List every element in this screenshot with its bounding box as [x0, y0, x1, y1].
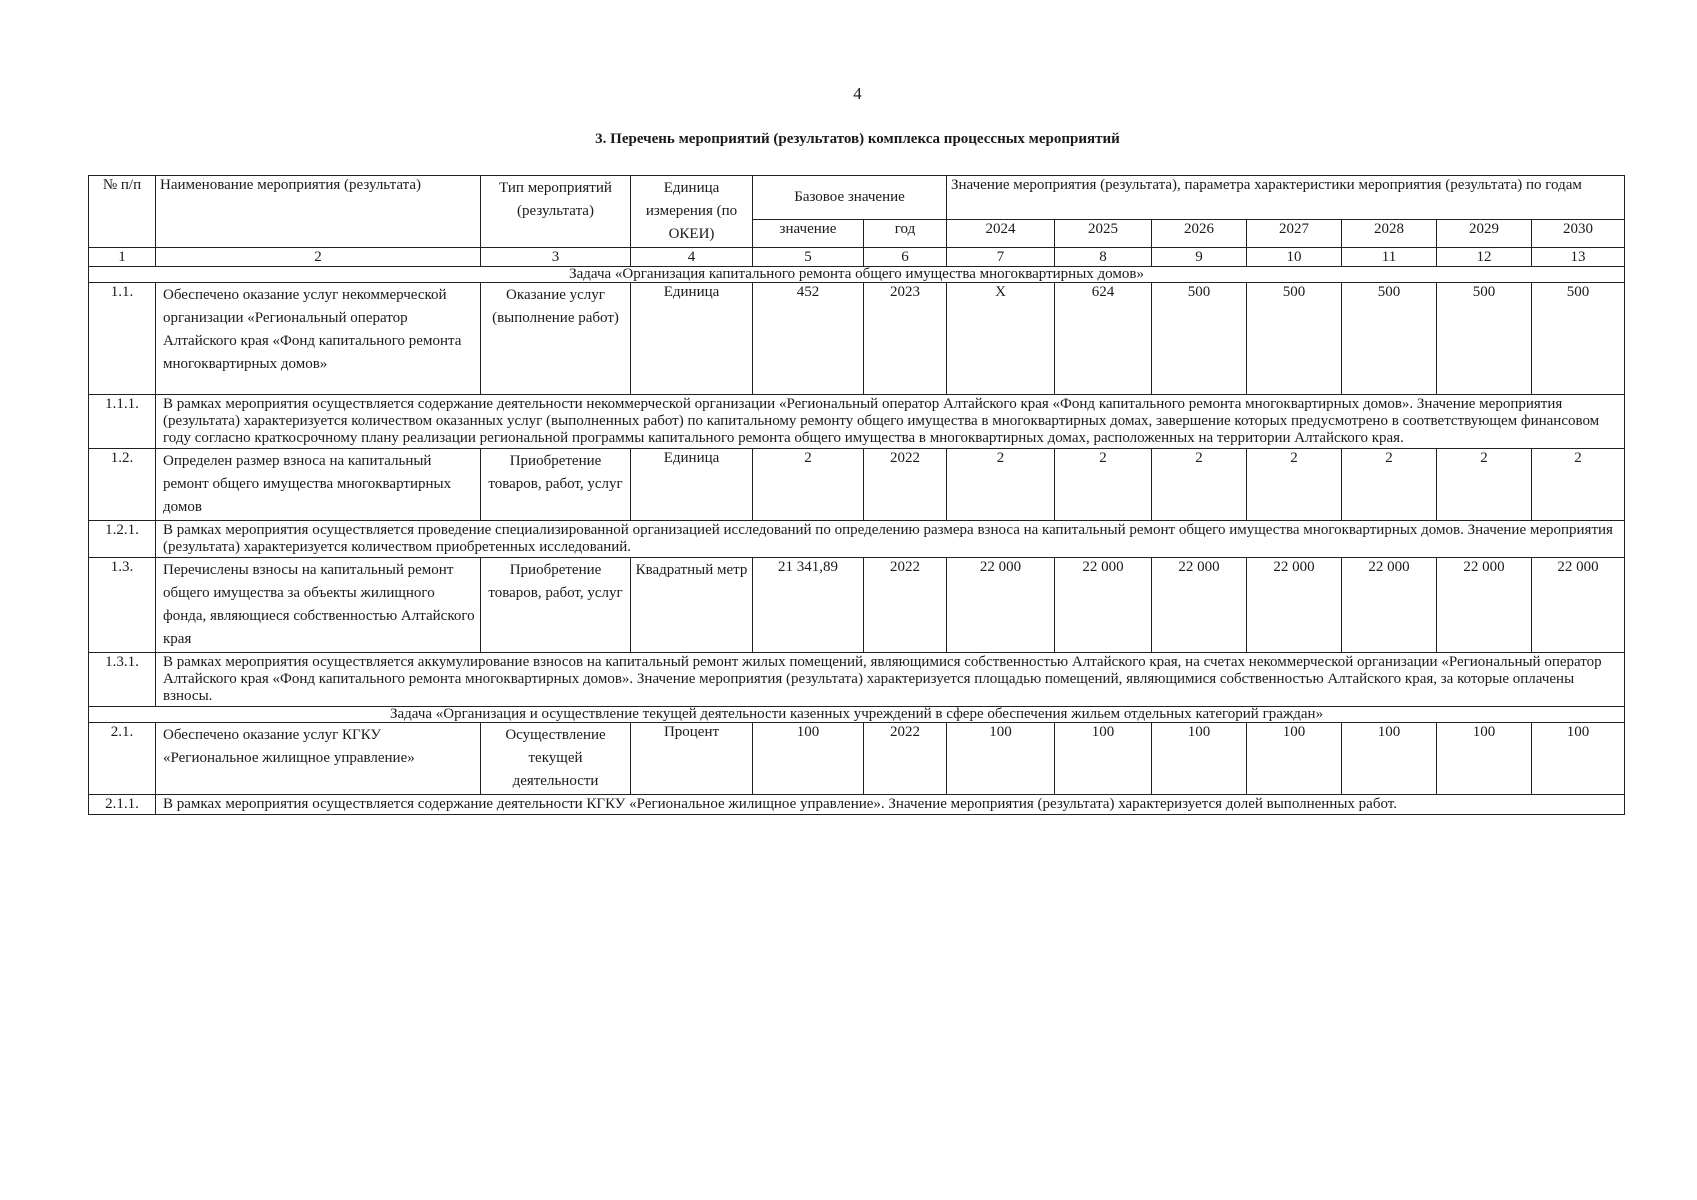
header-unit: Единица измерения (по ОКЕИ) — [631, 176, 753, 248]
header-year: 2030 — [1532, 220, 1625, 248]
year-value: 100 — [1055, 723, 1152, 795]
measure-row — [89, 723, 1625, 795]
column-number: 12 — [1437, 248, 1532, 267]
year-value: 100 — [1342, 723, 1437, 795]
header-year: 2025 — [1055, 220, 1152, 248]
header-year: 2028 — [1342, 220, 1437, 248]
year-value: 2 — [1437, 449, 1532, 521]
year-value: 22 000 — [1247, 558, 1342, 653]
measure-description: В рамках мероприятия осуществляется аккумулирование взносов на капитальный ремонт жилых помещений, являющимися собственностью Алтайского края, на счетах некоммерческой организации «Региональный оператор Алтайского края «Фонд капитального ремонта многоквартирных домов». Значение мероприятия (результата) характеризуется площадью помещений, являющимися собственностью Алтайского края, за которые оплачены взносы. — [156, 653, 1625, 707]
base-value: 2 — [753, 449, 864, 521]
year-value: 22 000 — [947, 558, 1055, 653]
year-value: 2 — [1152, 449, 1247, 521]
year-value: 500 — [1247, 283, 1342, 395]
row-number: 1.1.1. — [89, 395, 156, 449]
year-value: 100 — [1532, 723, 1625, 795]
year-value: 624 — [1055, 283, 1152, 395]
measure-row — [89, 558, 1625, 653]
year-value: 500 — [1532, 283, 1625, 395]
year-value: 22 000 — [1152, 558, 1247, 653]
document-title: 3. Перечень мероприятий (результатов) комплекса процессных мероприятий — [595, 131, 1120, 147]
header-type: Тип мероприятий (результата) — [481, 176, 631, 248]
year-value: 500 — [1152, 283, 1247, 395]
year-value: 2 — [947, 449, 1055, 521]
column-number: 7 — [947, 248, 1055, 267]
year-value: 100 — [1437, 723, 1532, 795]
measure-name: Определен размер взноса на капитальный ремонт общего имущества многоквартирных домов — [156, 449, 481, 521]
year-value: 100 — [947, 723, 1055, 795]
year-value: 22 000 — [1055, 558, 1152, 653]
year-value: 100 — [1247, 723, 1342, 795]
year-value: 2 — [1532, 449, 1625, 521]
year-value: 2 — [1055, 449, 1152, 521]
header-base-value: значение — [753, 220, 864, 248]
header-base: Базовое значение — [753, 176, 947, 220]
base-year: 2022 — [864, 723, 947, 795]
year-value: 500 — [1437, 283, 1532, 395]
header-year: 2027 — [1247, 220, 1342, 248]
measure-description: В рамках мероприятия осуществляется содержание деятельности некоммерческой организации «Региональный оператор Алтайского края «Фонд капитального ремонта многоквартирных домов». Значение мероприятия (результата) характеризуется количеством оказанных услуг (выполненных работ) по капитальному ремонту общего имущества в многоквартирных домах, завершение которых предусмотрено в соответствующем финансовом году согласно краткосрочному плану реализации региональной программы капитального ремонта общего имущества в многоквартирных домах, расположенных на территории Алтайского края. — [156, 395, 1625, 449]
year-value: Х — [947, 283, 1055, 395]
year-value: 2 — [1247, 449, 1342, 521]
task-heading: Задача «Организация и осуществление текущей деятельности казенных учреждений в сфере обеспечения жильем отдельных категорий граждан» — [89, 707, 1625, 723]
header-year: 2029 — [1437, 220, 1532, 248]
column-number: 4 — [631, 248, 753, 267]
year-value: 100 — [1152, 723, 1247, 795]
column-numbers-row — [89, 248, 1625, 267]
measure-type: Осуществление текущей деятельности — [481, 723, 631, 795]
header-row-1 — [89, 176, 1625, 220]
measure-name: Обеспечено оказание услуг КГКУ «Региональное жилищное управление» — [156, 723, 481, 795]
measure-unit: Квадратный метр — [631, 558, 753, 653]
base-year: 2022 — [864, 558, 947, 653]
row-number: 1.1. — [89, 283, 156, 395]
measure-description: В рамках мероприятия осуществляется проведение специализированной организацией исследований по определению размера взноса на капитальный ремонт общего имущества многоквартирных домов. Значение мероприятия (результата) характеризуется количеством приобретенных исследований. — [156, 521, 1625, 558]
year-value: 22 000 — [1532, 558, 1625, 653]
base-year: 2022 — [864, 449, 947, 521]
description-row — [89, 653, 1625, 707]
column-number: 9 — [1152, 248, 1247, 267]
header-base-year: год — [864, 220, 947, 248]
row-number: 1.2. — [89, 449, 156, 521]
measure-row — [89, 283, 1625, 395]
description-row — [89, 795, 1625, 815]
base-year: 2023 — [864, 283, 947, 395]
header-num: № п/п — [89, 176, 156, 248]
description-row — [89, 395, 1625, 449]
year-value: 22 000 — [1342, 558, 1437, 653]
task-row — [89, 267, 1625, 283]
row-number: 1.2.1. — [89, 521, 156, 558]
year-value: 500 — [1342, 283, 1437, 395]
column-number: 8 — [1055, 248, 1152, 267]
header-year: 2026 — [1152, 220, 1247, 248]
column-number: 1 — [89, 248, 156, 267]
description-row — [89, 521, 1625, 558]
base-value: 21 341,89 — [753, 558, 864, 653]
header-name: Наименование мероприятия (результата) — [156, 176, 481, 248]
column-number: 3 — [481, 248, 631, 267]
measure-type: Приобретение товаров, работ, услуг — [481, 558, 631, 653]
page-number: 4 — [853, 84, 862, 103]
measure-type: Оказание услуг (выполнение работ) — [481, 283, 631, 395]
column-number: 2 — [156, 248, 481, 267]
measure-row — [89, 449, 1625, 521]
task-row — [89, 707, 1625, 723]
measure-type: Приобретение товаров, работ, услуг — [481, 449, 631, 521]
row-number: 2.1.1. — [89, 795, 156, 815]
measure-name: Перечислены взносы на капитальный ремонт общего имущества за объекты жилищного фонда, являющиеся собственностью Алтайского края — [156, 558, 481, 653]
base-value: 452 — [753, 283, 864, 395]
measure-unit: Единица — [631, 283, 753, 395]
task-heading: Задача «Организация капитального ремонта общего имущества многоквартирных домов» — [89, 267, 1625, 283]
row-number: 1.3.1. — [89, 653, 156, 707]
base-value: 100 — [753, 723, 864, 795]
column-number: 11 — [1342, 248, 1437, 267]
year-value: 22 000 — [1437, 558, 1532, 653]
row-number: 2.1. — [89, 723, 156, 795]
measure-description: В рамках мероприятия осуществляется содержание деятельности КГКУ «Региональное жилищное управление». Значение мероприятия (результата) характеризуется долей выполненных работ. — [156, 795, 1625, 815]
year-value: 2 — [1342, 449, 1437, 521]
measure-unit: Единица — [631, 449, 753, 521]
column-number: 6 — [864, 248, 947, 267]
column-number: 10 — [1247, 248, 1342, 267]
measures-table — [88, 175, 1625, 815]
header-values: Значение мероприятия (результата), параметра характеристики мероприятия (результата) по годам — [947, 176, 1625, 220]
measure-unit: Процент — [631, 723, 753, 795]
measure-name: Обеспечено оказание услуг некоммерческой организации «Региональный оператор Алтайского края «Фонд капитального ремонта многоквартирных домов» — [156, 283, 481, 395]
column-number: 13 — [1532, 248, 1625, 267]
row-number: 1.3. — [89, 558, 156, 653]
header-year: 2024 — [947, 220, 1055, 248]
column-number: 5 — [753, 248, 864, 267]
